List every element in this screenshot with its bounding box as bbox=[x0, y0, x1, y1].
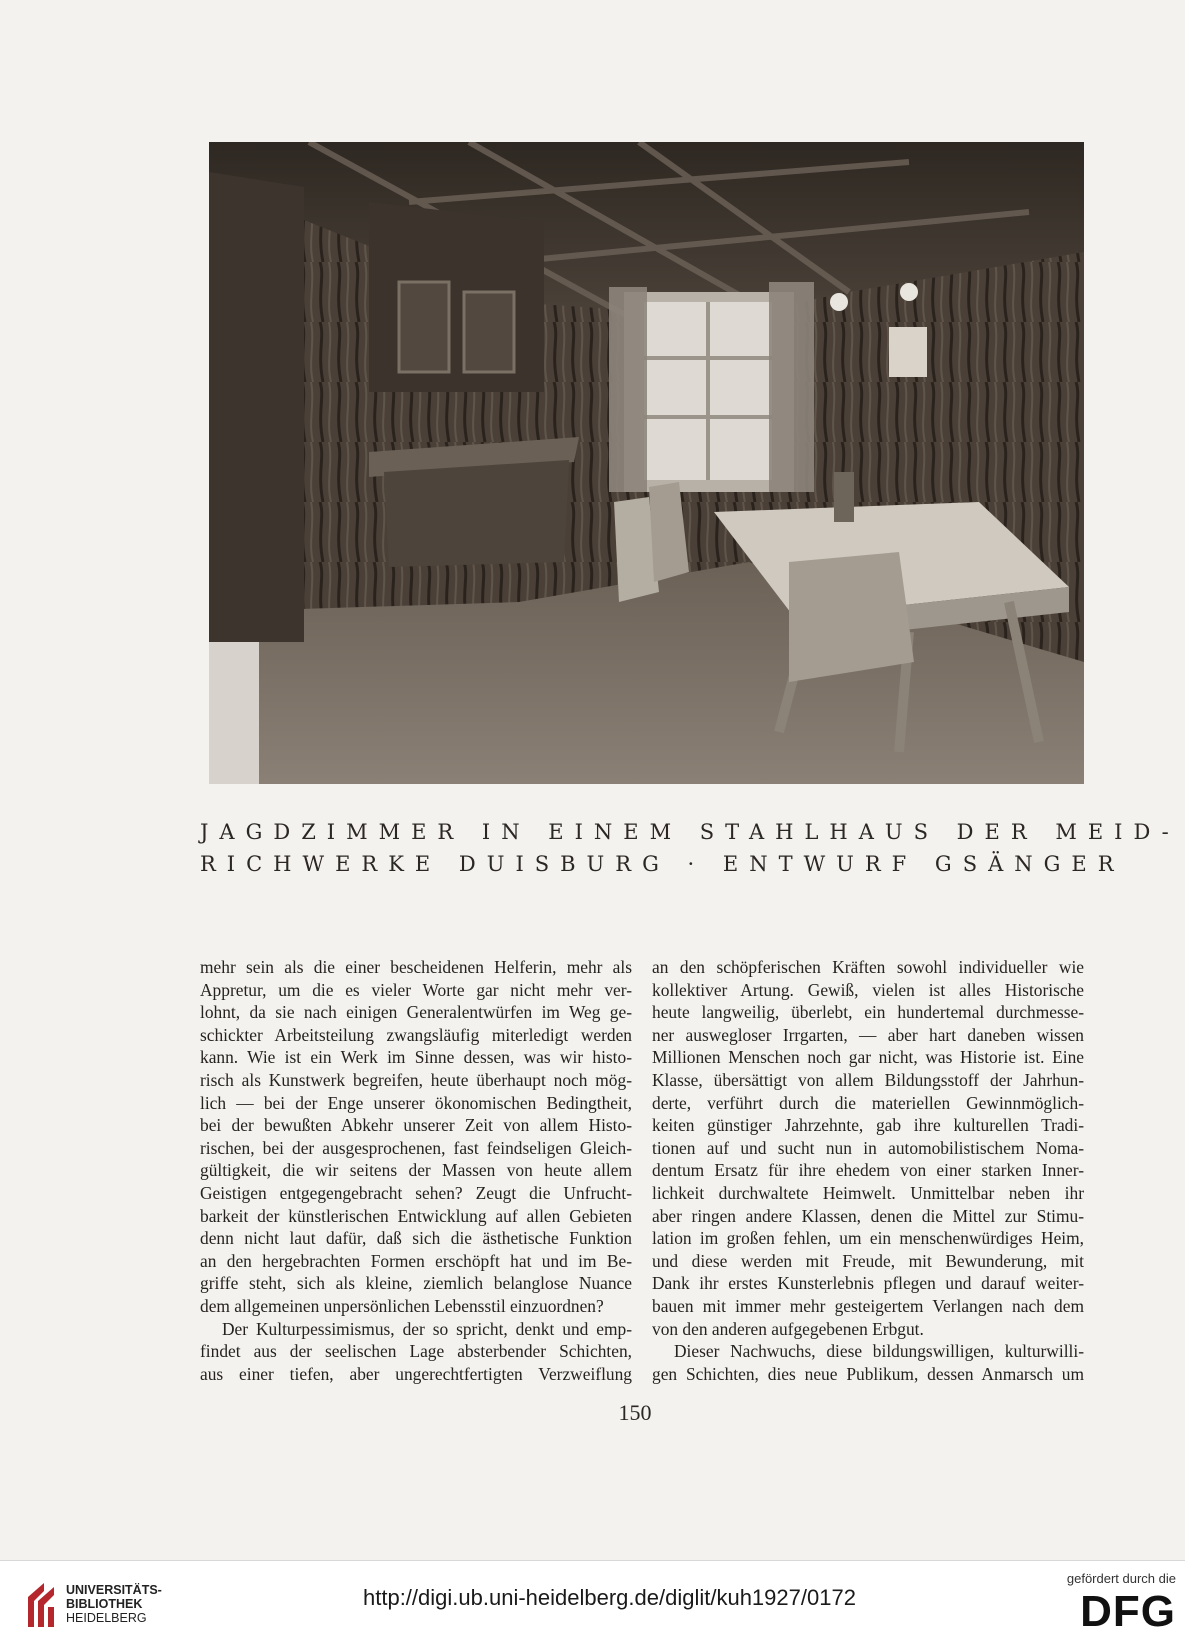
permalink-url[interactable]: http://digi.ub.uni-heidelberg.de/diglit/kuh1927/0172 bbox=[363, 1585, 856, 1610]
text-line: bei der bewußten Abkehr unserer Zeit von allem Histo- bbox=[200, 1115, 632, 1136]
text-line: derte, verführt durch die materiellen Gewinnmöglich- bbox=[652, 1092, 1084, 1113]
text-line: schickter Arbeitsteilung zwangsläufig miterledigt werden bbox=[200, 1024, 632, 1045]
university-library-name[interactable] bbox=[66, 1583, 162, 1625]
viewer-footer bbox=[0, 1560, 1185, 1645]
page-number: 150 bbox=[618, 1400, 652, 1425]
text-line: heute langweilig, überlebt, ein hundertemal durchmesse- bbox=[652, 1002, 1084, 1023]
dfg-sponsor[interactable] bbox=[1046, 1571, 1176, 1636]
text-line: lation im großen fehlen, um ein menschenwürdiges Heim, bbox=[652, 1228, 1084, 1249]
text-line: Klasse, übersättigt von allem Bildungsstoff der Jahrhun- bbox=[652, 1069, 1084, 1090]
text-line: risch als Kunstwerk begreifen, heute überhaupt noch mög- bbox=[200, 1069, 632, 1090]
room-photograph bbox=[209, 142, 1084, 784]
university-library-logo-icon bbox=[24, 1579, 60, 1631]
caption-line-2: RICHWERKE DUISBURG · ENTWURF GSÄNGER bbox=[200, 852, 1125, 876]
text-line: gültigkeit, die wir seitens der Massen von heute allem bbox=[200, 1160, 632, 1181]
text-line: dem allgemeinen unpersönlichen Lebensstil einzuordnen? bbox=[200, 1295, 604, 1316]
text-line: lichkeit durchwaltete Heimwelt. Unmittelbar neben ihr bbox=[652, 1182, 1084, 1203]
text-line: Millionen Menschen noch gar nicht, was Historie ist. Eine bbox=[652, 1047, 1084, 1068]
text-line: keiten günstiger Jahrzehnte, gab ihre kulturellen Tradi- bbox=[652, 1115, 1084, 1136]
text-column-right bbox=[652, 956, 1084, 1385]
text-line: lich — bei der Enge unserer ökonomischen Bedingtheit, bbox=[200, 1092, 632, 1113]
text-line: Dank ihr erstes Kunsterlebnis pflegen und darauf weiter- bbox=[652, 1273, 1084, 1294]
text-line: bauen mit immer mehr gesteigertem Verlangen nach dem bbox=[652, 1295, 1084, 1316]
library-name-line: BIBLIOTHEK bbox=[66, 1597, 143, 1611]
text-line: mehr sein als die einer bescheidenen Helferin, mehr als bbox=[200, 957, 632, 977]
funded-by-label: gefördert durch die bbox=[1066, 1571, 1176, 1586]
text-line: rischen, bei der ausgesprochenen, fast feindseligen Gleich- bbox=[200, 1137, 632, 1158]
text-line: von den anderen aufgegebenen Erbgut. bbox=[652, 1318, 924, 1339]
text-line: findet aus der seelischen Lage absterbender Schichten, bbox=[200, 1341, 632, 1362]
text-line: kann. Wie ist ein Werk im Sinne dessen, was wir histo- bbox=[200, 1047, 632, 1068]
caption-line-1: JAGDZIMMER IN EINEM STAHLHAUS DER MEID- bbox=[200, 820, 1180, 844]
text-line: und diese werden mit Freude, mit Bewunderung, mit bbox=[652, 1250, 1084, 1271]
text-line: dentum Ersatz für ihre ehedem von einer starken Inner- bbox=[652, 1160, 1084, 1181]
text-line: an den hergebrachten Formen erschöpft hat und im Be- bbox=[200, 1250, 632, 1271]
text-line: lohnt, da sie nach einigen Generalentwürfen im Weg ge- bbox=[200, 1002, 632, 1023]
text-line: ner auswegloser Irrgarten, — aber hart daneben wissen bbox=[652, 1024, 1084, 1045]
text-line: Geistigen entgegengebracht sehen? Zeugt die Unfrucht- bbox=[200, 1182, 632, 1203]
text-line: Appretur, um die es vieler Worte gar nicht mehr ver- bbox=[200, 979, 632, 1000]
text-line: gen Schichten, dies neue Publikum, dessen Anmarsch um bbox=[652, 1363, 1084, 1384]
library-name-line: UNIVERSITÄTS- bbox=[66, 1583, 162, 1597]
text-line: Dieser Nachwuchs, diese bildungswilligen, kulturwilli- bbox=[674, 1341, 1084, 1362]
text-column-left bbox=[200, 956, 632, 1385]
dfg-logo: DFG bbox=[1080, 1587, 1176, 1636]
text-line: aus einer tiefen, aber ungerechtfertigten Verzweiflung bbox=[200, 1363, 632, 1384]
text-line: an den schöpferischen Kräften sowohl individueller wie bbox=[652, 957, 1084, 977]
room-photo-illustration bbox=[209, 142, 1084, 784]
text-line: tionen auf und sucht nun in automobilistischem Noma- bbox=[652, 1137, 1084, 1158]
text-line: barkeit der künstlerischen Entwicklung auf allen Gebieten bbox=[200, 1205, 632, 1226]
text-line: kollektiver Artung. Gewiß, vielen ist alles Historische bbox=[652, 979, 1084, 1000]
library-name-line: HEIDELBERG bbox=[66, 1611, 147, 1625]
text-line: Der Kulturpessimismus, der so spricht, denkt und emp- bbox=[222, 1318, 632, 1339]
text-line: griffe steht, sich als kleine, ziemlich belanglose Nuance bbox=[200, 1273, 632, 1294]
text-line: denn nicht laut dafür, daß sich die ästhetische Funktion bbox=[200, 1228, 632, 1249]
text-line: aber ringen andere Klassen, denen die Mittel zur Stimu- bbox=[652, 1205, 1084, 1226]
